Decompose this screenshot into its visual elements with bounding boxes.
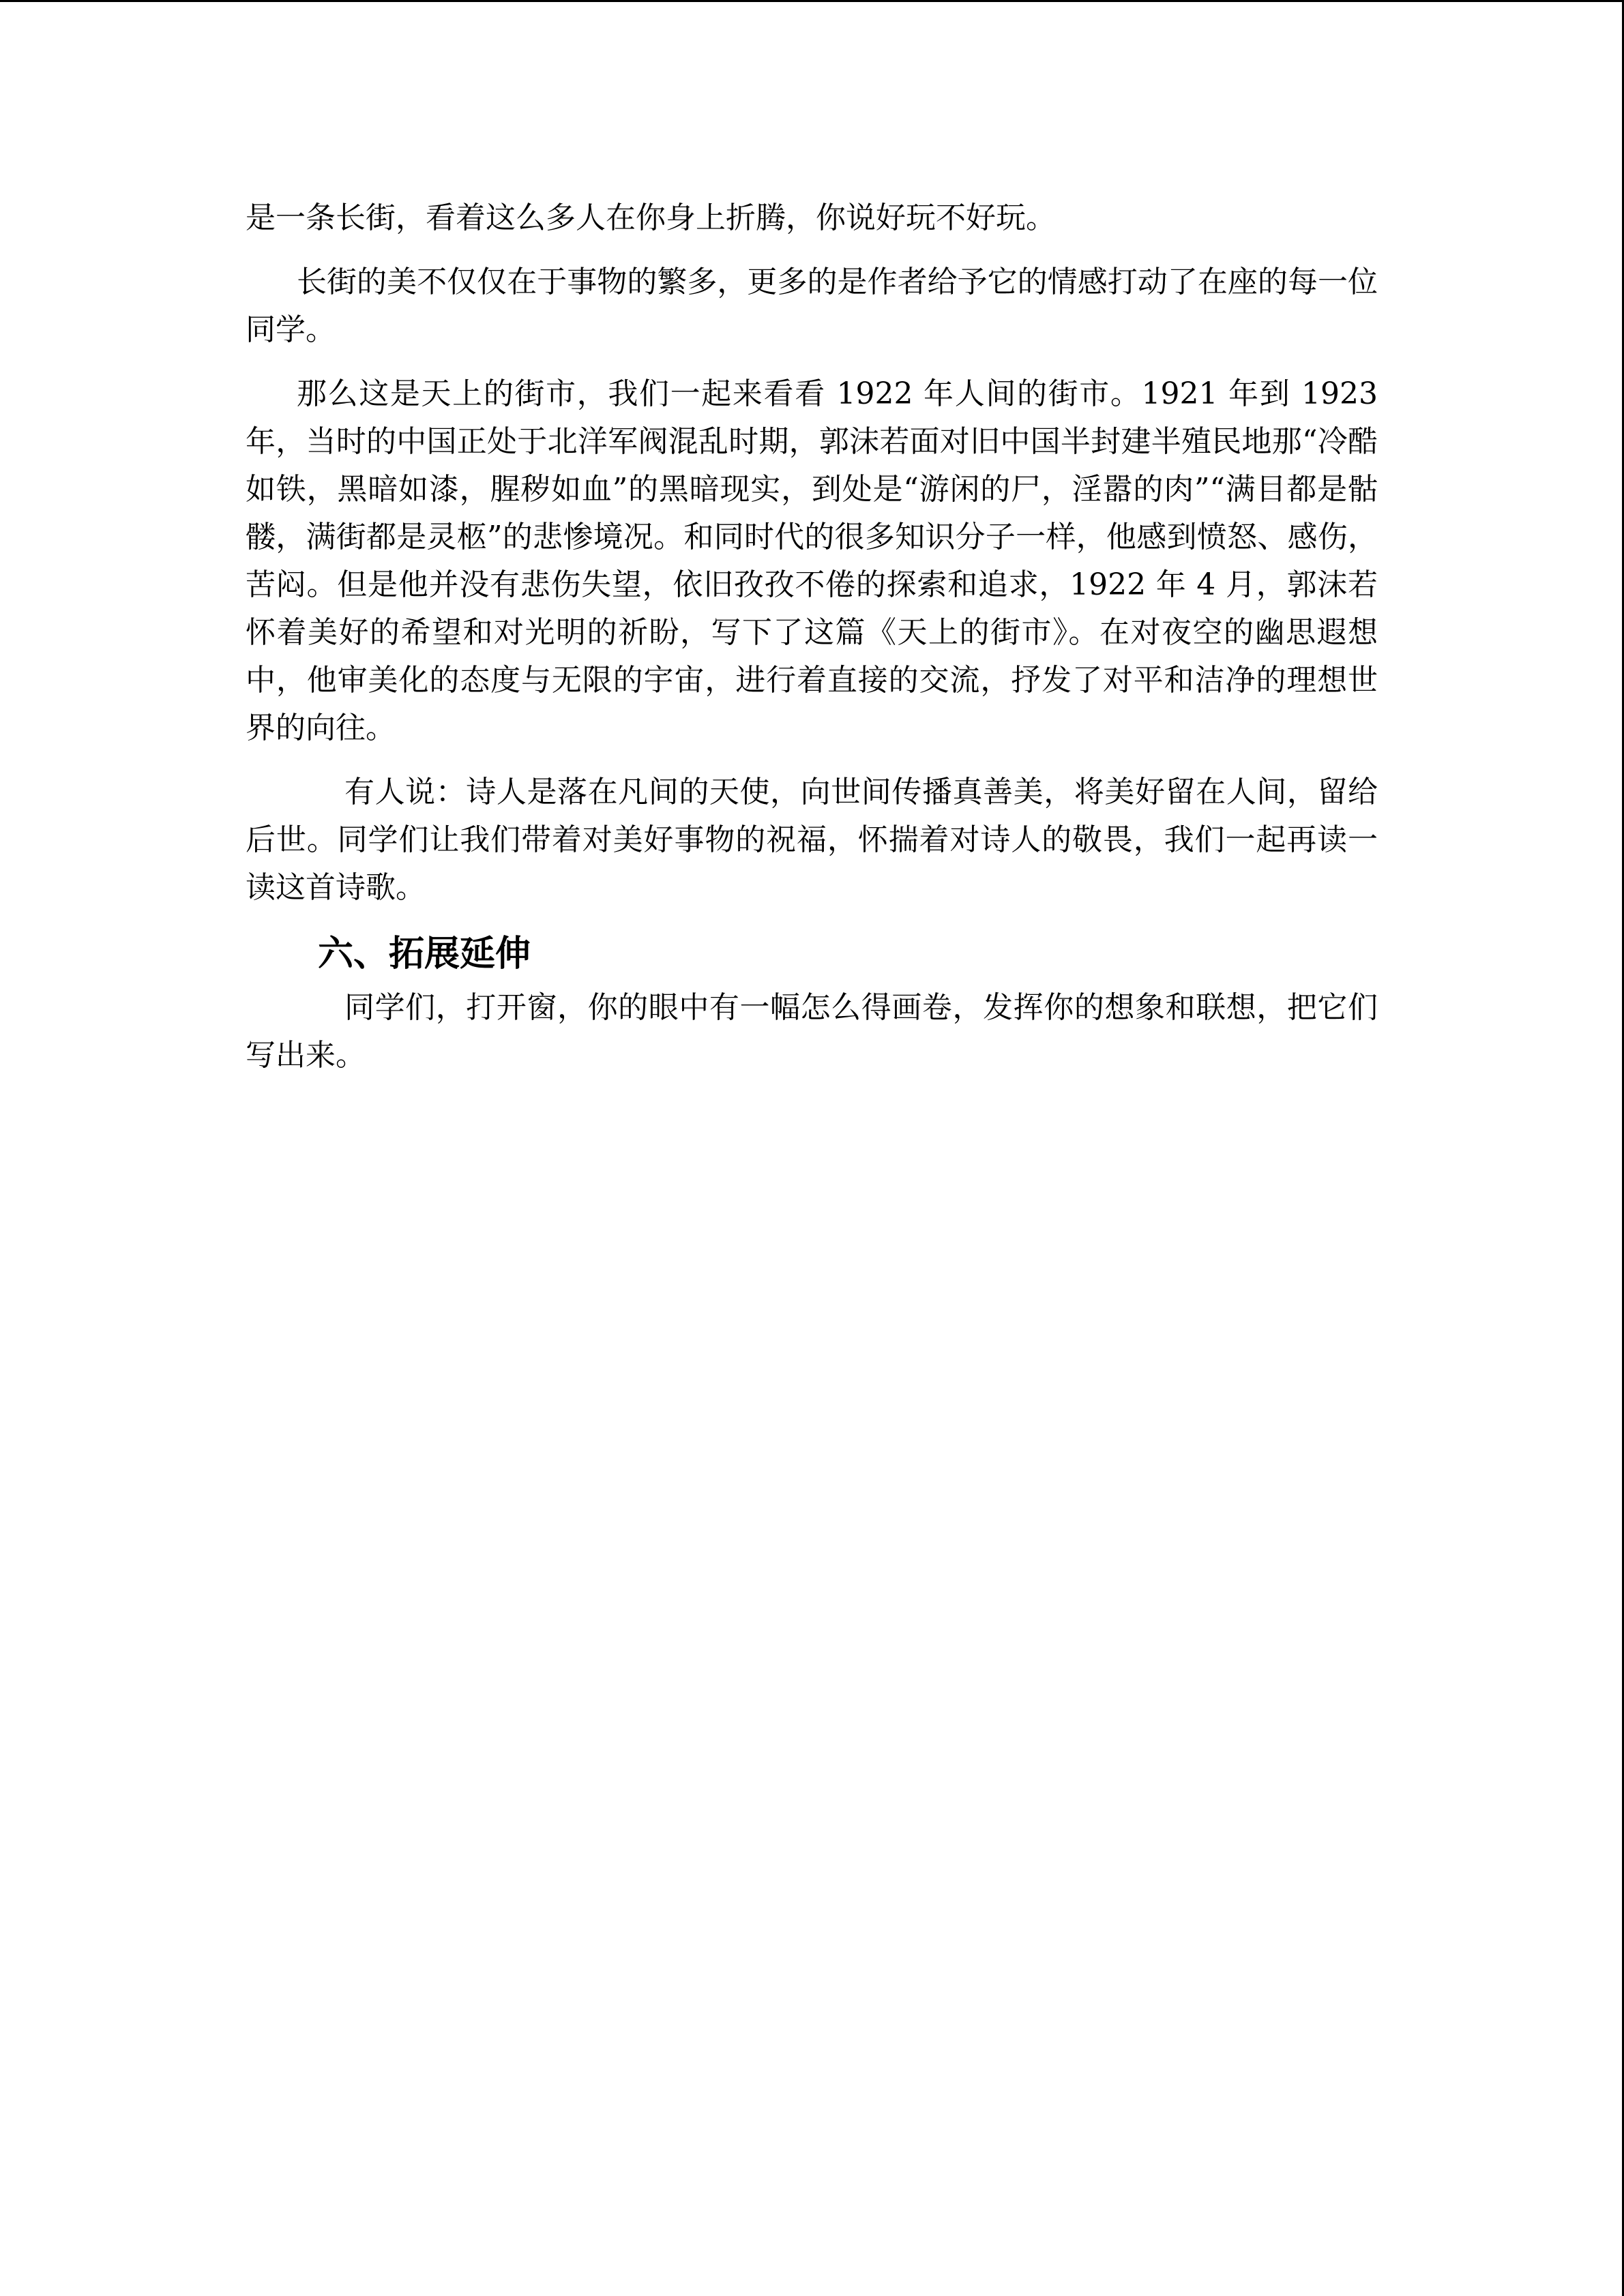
paragraph-poet-angel: 有人说：诗人是落在凡间的天使，向世间传播真善美，将美好留在人间，留给后世。同学们让我们带着对美好事物的祝福，怀揣着对诗人的敬畏，我们一起再读一读这首诗歌。 [246,775,1378,905]
paragraph-extension-task: 同学们，打开窗，你的眼中有一幅怎么得画卷，发挥你的想象和联想，把它们写出来。 [246,990,1378,1073]
paragraph-historical-context: 那么这是天上的街市，我们一起来看看 1922 年人间的街市。1921 年到 1923 年，当时的中国正处于北洋军阀混乱时期，郭沫若面对旧中国半封建半殖民地那“冷酷如铁，黑暗如漆，腥秽如血”的黑暗现实，到处是“游闲的尸，淫嚣的肉”“满目都是骷髅，满街都是灵柩”的悲惨境况。和同时代的很多知识分子一样，他感到愤怒、感伤，苦闷。但是他并没有悲伤失望，依旧孜孜不倦的探索和追求，1922 年 4 月，郭沫若怀着美好的希望和对光明的祈盼，写下了这篇《天上的街市》。在对夜空的幽思遐想中，他审美化的态度与无限的宇宙，进行着直接的交流，抒发了对平和洁净的理想世界的向往。 [246,376,1378,745]
section-heading: 六、拓展延伸 [318,934,531,974]
paragraph-street-beauty: 长街的美不仅仅在于事物的繁多，更多的是作者给予它的情感打动了在座的每一位同学。 [246,265,1378,347]
document-body [246,194,1378,1096]
paragraph-continuation: 是一条长街，看着这么多人在你身上折腾，你说好玩不好玩。 [246,200,1056,235]
